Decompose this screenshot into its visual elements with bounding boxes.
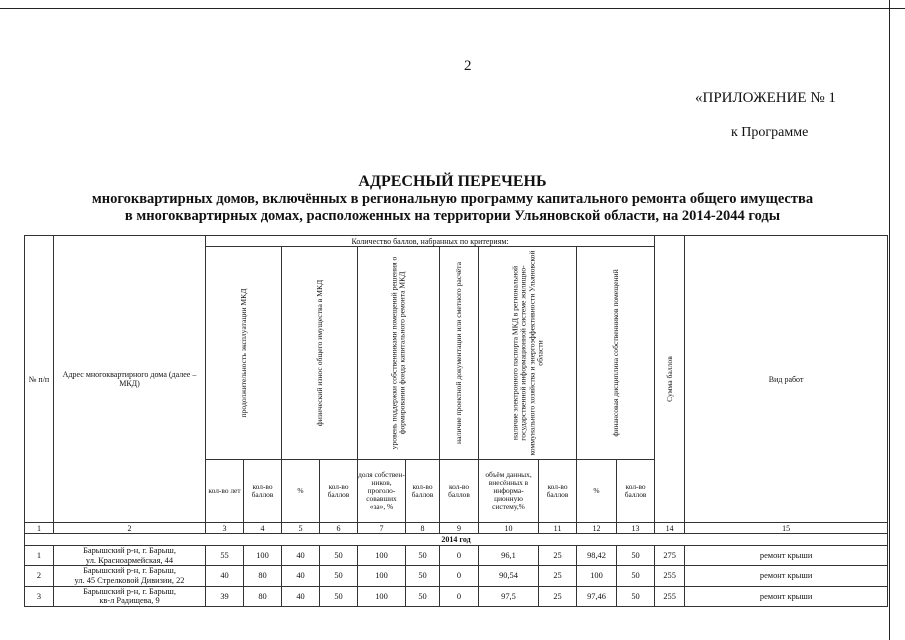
criterion-financial-discipline-text: финансовая дисциплина собственников помещений bbox=[610, 269, 620, 437]
cell-points-discipline: 50 bbox=[617, 566, 655, 586]
cell-discipline-percent: 97,46 bbox=[577, 586, 617, 606]
right-border-line bbox=[889, 0, 890, 640]
address-line-2: кв-л Радищева, 9 bbox=[99, 596, 160, 606]
top-border-line bbox=[0, 8, 905, 9]
header-total-points bbox=[655, 236, 685, 523]
document-title: АДРЕСНЫЙ ПЕРЕЧЕНЬ bbox=[358, 173, 547, 190]
cell-work-type: ремонт крыши bbox=[685, 566, 888, 586]
cell-points-support: 50 bbox=[406, 566, 440, 586]
cell-points-wear: 50 bbox=[320, 546, 358, 566]
sub-header-wear-percent: % bbox=[282, 460, 320, 523]
column-number-row bbox=[25, 523, 888, 534]
cell-points-duration: 80 bbox=[244, 586, 282, 606]
header-criterion-financial-discipline bbox=[577, 247, 655, 460]
page-number: 2 bbox=[464, 58, 472, 74]
cell-points-support: 50 bbox=[406, 586, 440, 606]
column-number: 4 bbox=[244, 523, 282, 534]
cell-address bbox=[54, 566, 206, 586]
table-row bbox=[25, 546, 888, 566]
column-number: 2 bbox=[54, 523, 206, 534]
header-criterion-project-docs bbox=[440, 247, 479, 460]
cell-row-number: 3 bbox=[25, 586, 54, 606]
address-line-2: ул. Красноармейская, 44 bbox=[85, 555, 174, 565]
header-criteria-group: Количество баллов, набранных по критериям: bbox=[206, 236, 655, 247]
sub-header-data-volume: объём данных, внесённых в информа-ционную систему,% bbox=[479, 460, 539, 523]
cell-total-points: 255 bbox=[655, 586, 685, 606]
cell-years: 55 bbox=[206, 546, 244, 566]
cell-points-docs: 0 bbox=[440, 566, 479, 586]
sub-header-points-duration: кол-во баллов bbox=[244, 460, 282, 523]
criterion-operation-duration-text: продолжительность эксплуатации МКД bbox=[238, 288, 248, 418]
cell-data-volume: 90,54 bbox=[479, 566, 539, 586]
cell-wear-percent: 40 bbox=[282, 566, 320, 586]
sub-header-points-support: кол-во баллов bbox=[406, 460, 440, 523]
year-row bbox=[25, 534, 888, 546]
sub-header-points-docs: кол-во баллов bbox=[440, 460, 479, 523]
sub-header-years: кол-во лет bbox=[206, 460, 244, 523]
cell-points-wear: 50 bbox=[320, 586, 358, 606]
header-work-type: Вид работ bbox=[685, 236, 888, 523]
cell-wear-percent: 40 bbox=[282, 546, 320, 566]
sub-header-discipline-percent: % bbox=[577, 460, 617, 523]
cell-points-discipline: 50 bbox=[617, 586, 655, 606]
cell-points-duration: 80 bbox=[244, 566, 282, 586]
document-subtitle-line-1: многоквартирных домов, включённых в региональную программу капитального ремонта общего имущества bbox=[91, 191, 814, 207]
column-number: 15 bbox=[685, 523, 888, 534]
column-number: 10 bbox=[479, 523, 539, 534]
column-number: 14 bbox=[655, 523, 685, 534]
cell-points-support: 50 bbox=[406, 546, 440, 566]
sub-header-points-discipline: кол-во баллов bbox=[617, 460, 655, 523]
column-number: 8 bbox=[406, 523, 440, 534]
cell-discipline-percent: 98,42 bbox=[577, 546, 617, 566]
header-criterion-wear bbox=[282, 247, 358, 460]
column-number: 3 bbox=[206, 523, 244, 534]
address-line-1: Барышский р-н, г. Барыш, bbox=[83, 546, 176, 555]
cell-row-number: 2 bbox=[25, 566, 54, 586]
cell-points-docs: 0 bbox=[440, 586, 479, 606]
sub-header-points-passport: кол-во баллов bbox=[539, 460, 577, 523]
cell-total-points: 275 bbox=[655, 546, 685, 566]
address-line-1: Барышский р-н, г. Барыш, bbox=[83, 586, 176, 596]
criterion-electronic-passport-text: наличие электронного паспорта МКД в региональной государственной информационной системе жилищно-коммунального хозяйства и энергоэффективности Ульяновской области bbox=[509, 250, 544, 456]
address-line-1: Барышский р-н, г. Барыш, bbox=[83, 566, 176, 576]
sub-header-points-wear: кол-во баллов bbox=[320, 460, 358, 523]
header-address: Адрес многоквартирного дома (далее – МКД) bbox=[54, 236, 206, 523]
sub-header-owner-share: доля собствен-ников, проголо-совавших «за», % bbox=[358, 460, 406, 523]
cell-points-passport: 25 bbox=[539, 566, 577, 586]
cell-address bbox=[54, 586, 206, 606]
cell-total-points: 255 bbox=[655, 566, 685, 586]
column-number: 6 bbox=[320, 523, 358, 534]
cell-years: 40 bbox=[206, 566, 244, 586]
year-label: 2014 год bbox=[25, 534, 888, 546]
cell-owner-share: 100 bbox=[358, 586, 406, 606]
column-number: 12 bbox=[577, 523, 617, 534]
cell-address bbox=[54, 546, 206, 566]
header-row-number: № п/п bbox=[25, 236, 54, 523]
header-criterion-operation-duration bbox=[206, 247, 282, 460]
header-total-points-text: Сумма баллов bbox=[664, 356, 674, 402]
cell-owner-share: 100 bbox=[358, 566, 406, 586]
cell-work-type: ремонт крыши bbox=[685, 586, 888, 606]
header-criterion-owner-support bbox=[358, 247, 440, 460]
column-number: 13 bbox=[617, 523, 655, 534]
column-number: 7 bbox=[358, 523, 406, 534]
cell-discipline-percent: 100 bbox=[577, 566, 617, 586]
cell-wear-percent: 40 bbox=[282, 586, 320, 606]
table-row bbox=[25, 586, 888, 606]
program-reference: к Программе bbox=[731, 125, 809, 140]
criterion-project-docs-text: наличие проектной документации или сметного расчёта bbox=[453, 262, 463, 444]
cell-owner-share: 100 bbox=[358, 546, 406, 566]
cell-data-volume: 96,1 bbox=[479, 546, 539, 566]
cell-work-type: ремонт крыши bbox=[685, 546, 888, 566]
cell-years: 39 bbox=[206, 586, 244, 606]
column-number: 11 bbox=[539, 523, 577, 534]
cell-points-discipline: 50 bbox=[617, 546, 655, 566]
document-subtitle-line-2: в многоквартирных домах, расположенных на территории Ульяновской области, на 2014-2044 годы bbox=[124, 208, 781, 224]
cell-points-docs: 0 bbox=[440, 546, 479, 566]
criterion-wear-text: физический износ общего имущества в МКД bbox=[314, 279, 324, 427]
address-line-2: ул. 45 Стрелковой Дивизии, 22 bbox=[74, 575, 185, 585]
criterion-owner-support-text: уровень поддержки собственниками помещений решения о формировании фонда капитального ремонта МКД bbox=[389, 256, 407, 450]
cell-row-number: 1 bbox=[25, 546, 54, 566]
cell-points-duration: 100 bbox=[244, 546, 282, 566]
column-number: 9 bbox=[440, 523, 479, 534]
cell-points-wear: 50 bbox=[320, 566, 358, 586]
cell-data-volume: 97,5 bbox=[479, 586, 539, 606]
appendix-label: «ПРИЛОЖЕНИЕ № 1 bbox=[695, 90, 836, 106]
register-table bbox=[24, 235, 888, 607]
column-number: 5 bbox=[282, 523, 320, 534]
column-number: 1 bbox=[25, 523, 54, 534]
cell-points-passport: 25 bbox=[539, 546, 577, 566]
header-criterion-electronic-passport bbox=[479, 247, 577, 460]
table-row bbox=[25, 566, 888, 586]
cell-points-passport: 25 bbox=[539, 586, 577, 606]
